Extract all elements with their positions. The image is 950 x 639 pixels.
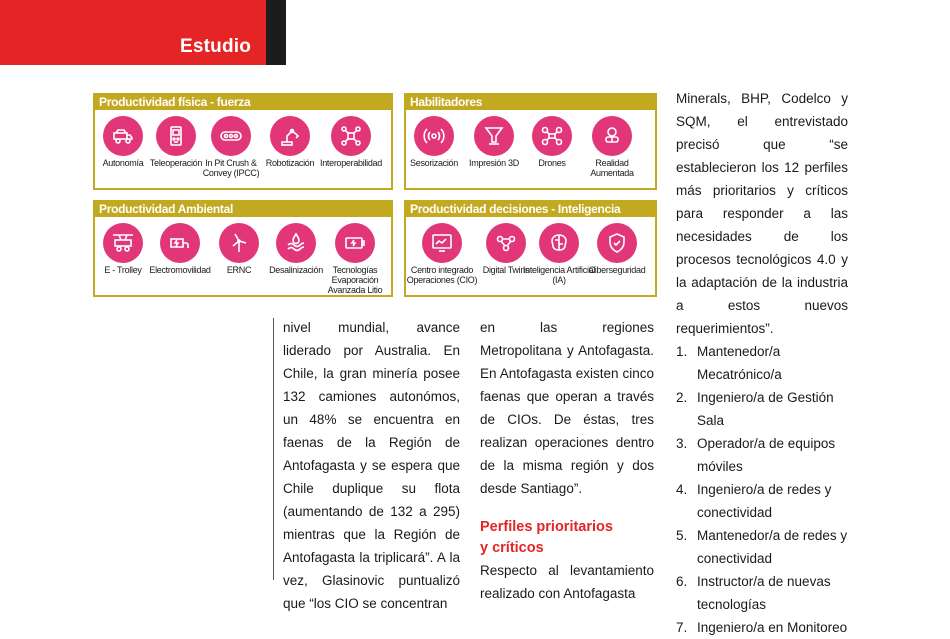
box-productividad-fisica xyxy=(93,93,393,190)
list-item: 2. Ingeniero/a de Gestión Sala xyxy=(676,390,834,428)
conveyor-icon xyxy=(211,116,251,156)
infographic-item: Inteligencia Artificial (IA) xyxy=(522,217,596,285)
box-productividad-decisiones xyxy=(404,200,657,297)
drone-icon xyxy=(532,116,572,156)
infographic-item: Digital Twins xyxy=(469,217,543,275)
infographic-item: Centro integrado Operaciones (CIO) xyxy=(405,217,479,285)
infographic-item: Drones xyxy=(515,110,589,168)
infographic-item: Teleoperación xyxy=(139,110,213,168)
wind-turbine-icon xyxy=(219,223,259,263)
box-habilitadores xyxy=(404,93,657,190)
infographic-item: Realidad Aumentada xyxy=(575,110,649,178)
profiles-list xyxy=(676,340,848,639)
box-title: Productividad Ambiental xyxy=(95,202,391,217)
box-title: Habilitadores xyxy=(406,95,655,110)
infographic-item: Desalinización xyxy=(259,217,333,275)
charging-station-icon xyxy=(160,223,200,263)
box-title: Productividad física - fuerza xyxy=(95,95,391,110)
body-column-2 xyxy=(480,316,654,605)
column-rule xyxy=(273,318,274,580)
water-icon xyxy=(276,223,316,263)
infographic-item: Sesorización xyxy=(397,110,471,168)
sensor-icon xyxy=(414,116,454,156)
shield-icon xyxy=(597,223,637,263)
infographic-item: Robotización xyxy=(253,110,327,168)
dashboard-icon xyxy=(422,223,462,263)
list-item: 3. Operador/a de equipos móviles xyxy=(676,436,836,474)
section-label: Estudio xyxy=(180,36,252,57)
robot-arm-icon xyxy=(270,116,310,156)
autonomous-truck-icon xyxy=(103,116,143,156)
list-item: 7. Ingeniero/a en Monitoreo xyxy=(676,620,848,635)
infographic-item: Tecnologías Evaporación Avanzada Litio xyxy=(318,217,392,295)
subhead: Perfiles prioritarios y críticos xyxy=(480,519,613,556)
body-column-1 xyxy=(283,316,460,615)
infographic-item: Ciberseguridad xyxy=(580,217,654,275)
infographic-item: ERNC xyxy=(202,217,276,275)
body-paragraph: en las regiones Metropolitana y Antofagasta. En Antofagasta existen cinco faenas que operan a través de CIOs. De éstas, tres realizan operaciones dentro de la misma región y dos desde Santiago”. xyxy=(480,320,654,496)
body-paragraph: Minerals, BHP, Codelco y SQM, el entrevistado precisó que “se establecieron los 12 perfiles más prioritarios y críticos para responder a las necesidades de los procesos tecnológicos 4.0 y la adaptación de la industria a estos nuevos requerimientos”. xyxy=(676,91,848,336)
list-item: 1. Mantenedor/a Mecatrónico/a xyxy=(676,344,782,382)
body-paragraph: nivel mundial, avance liderado por Australia. En Chile, la gran minería posee 132 camiones autonómos, un 48% se encuentra en faenas de la Región de Antofagasta y se espera que Chile duplique su flota (aumentando de 132 a 295) mientras que la Región de Antofagasta la triplicará”. A la vez, Glasinovic puntualizó que “los CIO se concentran xyxy=(283,320,460,611)
network-icon xyxy=(331,116,371,156)
battery-icon xyxy=(335,223,375,263)
infographic-item: Electromovilidad xyxy=(143,217,217,275)
brain-icon xyxy=(539,223,579,263)
digital-twin-icon xyxy=(486,223,526,263)
list-item: 5. Mantenedor/a de redes y conectividad xyxy=(676,528,848,566)
trolley-truck-icon xyxy=(103,223,143,263)
vr-headset-icon xyxy=(592,116,632,156)
infographic-item: Autonomía xyxy=(86,110,160,168)
box-productividad-ambiental xyxy=(93,200,393,297)
3d-printer-icon xyxy=(474,116,514,156)
header-black-strip xyxy=(266,0,286,65)
body-paragraph: Respecto al levantamiento realizado con Antofagasta xyxy=(480,563,654,601)
infographic-item: Impresión 3D xyxy=(457,110,531,168)
remote-control-icon xyxy=(156,116,196,156)
infographic-item: Interoperabilidad xyxy=(314,110,388,168)
body-column-3 xyxy=(676,87,848,639)
infographic-item: In Pit Crush & Convey (IPCC) xyxy=(194,110,268,178)
list-item: 6. Instructor/a de nuevas tecnologías xyxy=(676,574,831,612)
list-item: 4. Ingeniero/a de redes y conectividad xyxy=(676,482,832,520)
infographic-item: E - Trolley xyxy=(86,217,160,275)
box-title: Productividad decisiones - Inteligencia xyxy=(406,202,655,217)
